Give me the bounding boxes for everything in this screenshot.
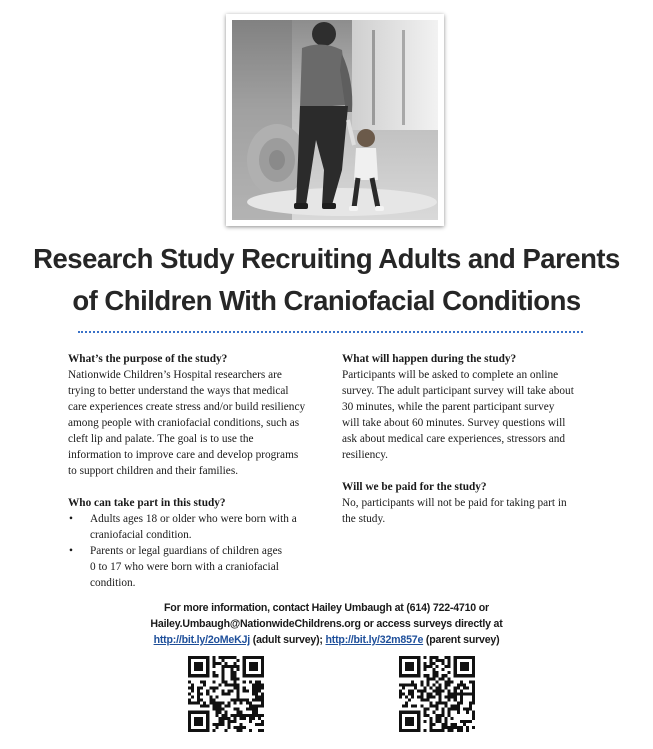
happen-line: resiliency. [342,449,389,461]
contact-block [20,600,633,648]
right-column [342,351,600,527]
paid-line: the study. [342,513,386,525]
happen-line: 30 minutes, while the parent participant survey [342,401,555,413]
hero-photo [226,14,444,226]
list-item [68,511,323,543]
paid-line: No, participants will not be paid for taking part in [342,497,567,509]
purpose-heading: What’s the purpose of the study? [68,353,228,365]
happen-paragraph [342,367,600,463]
purpose-line: among people with craniofacial conditions, such as [68,417,300,429]
purpose-line: care experiences create stress and/or build resiliency [68,401,306,413]
purpose-line: Nationwide Children’s Hospital researchers are [68,369,282,381]
happen-line: will take about 60 minutes. Survey questions will [342,417,566,429]
happen-line: Participants will be asked to complete an online [342,369,559,381]
bullet-line: condition. [90,577,136,589]
parent-survey-label: (parent survey) [423,634,500,646]
list-item [68,543,323,591]
happen-line: ask about medical care experiences, stressors and [342,433,566,445]
paid-paragraph [342,495,600,527]
happen-line: survey. The adult participant survey will take about [342,385,574,397]
contact-line-1: For more information, contact Hailey Umbaugh at (614) 722-4710 or [164,602,489,614]
purpose-line: to support children and their families. [68,465,239,477]
title-line-2: of Children With Craniofacial Conditions [72,285,581,316]
purpose-paragraph [68,367,323,479]
eligibility-list [68,511,323,591]
title-line-1: Research Study Recruiting Adults and Parents [33,243,620,274]
adult-survey-label: (adult survey); [250,634,326,646]
paid-heading: Will we be paid for the study? [342,481,487,493]
bullet-line: Adults ages 18 or older who were born with a [90,513,297,525]
left-column [68,351,323,591]
bullet-line: 0 to 17 who were born with a craniofacial [90,561,279,573]
purpose-line: trying to better understand the ways that medical [68,385,289,397]
eligibility-heading: Who can take part in this study? [68,497,226,509]
parent-survey-link[interactable]: http://bit.ly/32m857e [325,634,424,646]
page-title [10,238,643,322]
bullet-line: craniofacial condition. [90,529,192,541]
purpose-line: information to improve care and develop programs [68,449,299,461]
qr-code-adult-survey-icon[interactable] [188,656,264,732]
contact-line-2: Hailey.Umbaugh@NationwideChildrens.org or access surveys directly at [150,618,503,630]
father-and-child-walking-photo-icon [232,20,438,220]
happen-heading: What will happen during the study? [342,353,517,365]
bullet-line: Parents or legal guardians of children ages [90,545,282,557]
purpose-line: cleft lip and palate. The goal is to use the [68,433,254,445]
adult-survey-link[interactable]: http://bit.ly/2oMeKJj [153,634,251,646]
qr-code-parent-survey-icon[interactable] [399,656,475,732]
dotted-divider [78,331,583,333]
